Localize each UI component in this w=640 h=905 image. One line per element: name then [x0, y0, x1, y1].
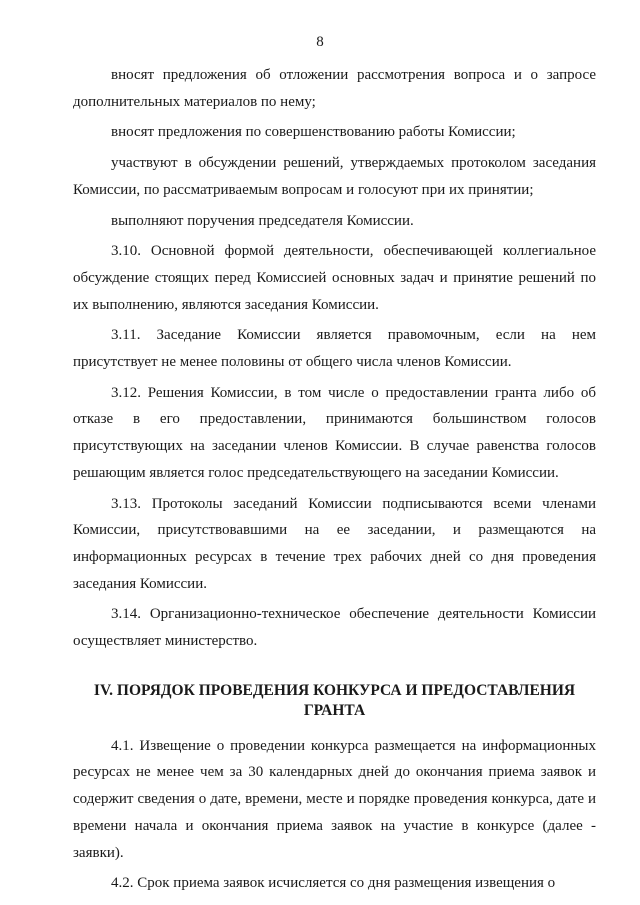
paragraph: 4.1. Извещение о проведении конкурса размещается на информационных ресурсах не менее чем за 30 календарных дней до окончания приема заявок и содержит сведения о дате, времени, месте и порядке проведения конкурса, дате и времени начала и окончания приема заявок на участие в конкурсе (далее - заявки). — [73, 737, 596, 861]
paragraph: 4.2. Срок приема заявок исчисляется со дня размещения извещения о — [111, 875, 556, 892]
section-heading: IV. ПОРЯДОК ПРОВЕДЕНИЯ КОНКУРСА И ПРЕДОСТАВЛЕНИЯ ГРАНТА — [93, 681, 576, 719]
paragraph: 3.14. Организационно-техническое обеспечение деятельности Комиссии осуществляет министерство. — [73, 606, 596, 650]
paragraph: выполняют поручения председателя Комиссии. — [111, 212, 414, 229]
page-number: 8 — [316, 34, 324, 50]
document-body — [73, 62, 596, 897]
paragraph: 3.11. Заседание Комиссии является правомочным, если на нем присутствует не менее половины от общего числа членов Комиссии. — [73, 327, 596, 371]
paragraph: 3.10. Основной формой деятельности, обеспечивающей коллегиальное обсуждение стоящих перед Комиссией основных задач и принятие решений по их выполнению, являются заседания Комиссии. — [73, 243, 596, 313]
paragraph: 3.12. Решения Комиссии, в том числе о предоставлении гранта либо об отказе в его предоставлении, принимаются большинством голосов присутствующих на заседании членов Комиссии. В случае равенства голосов решающим является голос председательствующего на заседании Комиссии. — [73, 384, 596, 481]
paragraph: вносят предложения по совершенствованию работы Комиссии; — [111, 124, 516, 141]
paragraph: участвуют в обсуждении решений, утверждаемых протоколом заседания Комиссии, по рассматриваемым вопросам и голосуют при их принятии; — [73, 155, 596, 198]
paragraph: вносят предложения об отложении рассмотрения вопроса и о запросе дополнительных материалов по нему; — [73, 67, 596, 110]
paragraph: 3.13. Протоколы заседаний Комиссии подписываются всеми членами Комиссии, присутствовавшими на ее заседании, и размещаются на информационных ресурсах в течение трех рабочих дней со дня проведения заседания Комиссии. — [73, 495, 596, 592]
